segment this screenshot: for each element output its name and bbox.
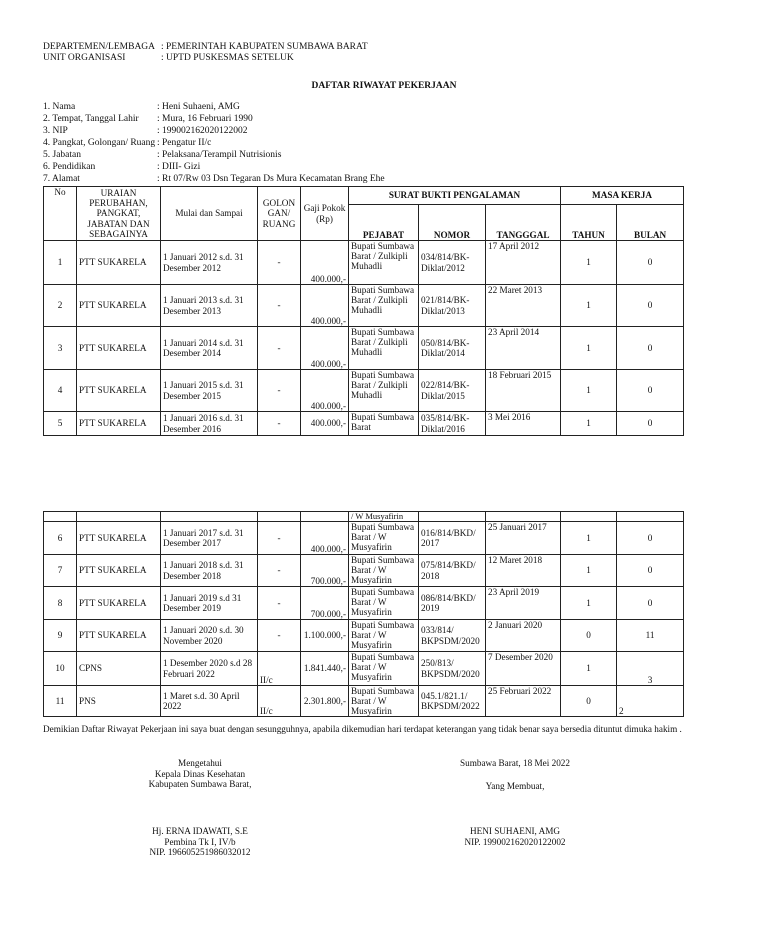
cell-no: 10 <box>44 652 77 686</box>
identity-row <box>43 126 248 137</box>
cell-pejabat: Bupati Sumbawa Barat / W Musyafirin <box>349 620 419 652</box>
cell-pejabat: Bupati Sumbawa Barat / W Musyafirin <box>349 522 419 555</box>
cell-gaji: 700.000,- <box>301 555 349 587</box>
identity-label: 1. Nama <box>43 102 76 112</box>
cell-gaji: 400.000,- <box>301 241 349 285</box>
table-row <box>44 652 684 686</box>
table-row <box>44 241 684 285</box>
department-value: : PEMERINTAH KABUPATEN SUMBAWA BARAT <box>161 42 368 52</box>
cell-empty <box>617 512 684 522</box>
sign-left-name: Hj. ERNA IDAWATI, S.E <box>152 826 248 836</box>
cell-bulan: 0 <box>617 587 684 620</box>
sign-right-line2: Yang Membuat, <box>485 780 545 791</box>
cell-uraian: PTT SUKARELA <box>77 241 161 285</box>
cell-tanggal: 3 Mei 2016 <box>486 412 561 436</box>
department-row <box>43 42 368 53</box>
signature-right <box>430 758 600 791</box>
work-history-table <box>43 186 684 436</box>
header-pejabat: PEJABAT <box>349 205 419 241</box>
table-row <box>44 555 684 587</box>
sign-right-name: HENI SUHAENI, AMG <box>469 826 561 836</box>
cell-pejabat: Bupati Sumbawa Barat / W Musyafirin <box>349 686 419 717</box>
cell-gaji: 1.841.440,- <box>301 652 349 686</box>
cell-mulai: 1 Januari 2016 s.d. 31 Desember 2016 <box>161 412 258 436</box>
header-golongan: GOLON GAN/ RUANG <box>258 187 301 241</box>
cell-gaji: 400.000,- <box>301 412 349 436</box>
cell-pejabat: Bupati Sumbawa Barat / Zulkipli Muhadli <box>349 327 419 370</box>
cell-no: 7 <box>44 555 77 587</box>
identity-label: 5. Jabatan <box>43 150 81 160</box>
cell-empty <box>419 512 486 522</box>
cell-tanggal: 25 Februari 2022 <box>486 686 561 717</box>
cell-nomor: 022/814/BK-Diklat/2015 <box>419 370 486 412</box>
cell-bulan: 0 <box>617 241 684 285</box>
cell-tahun: 1 <box>561 555 617 587</box>
cell-no: 4 <box>44 370 77 412</box>
cell-tanggal: 22 Maret 2013 <box>486 285 561 327</box>
identity-row <box>43 102 240 113</box>
cell-empty <box>486 512 561 522</box>
cell-bulan: 0 <box>617 285 684 327</box>
unit-value: : UPTD PUSKESMAS SETELUK <box>161 52 294 63</box>
header-no: No <box>44 187 77 241</box>
cell-gaji: 2.301.800,- <box>301 686 349 717</box>
cell-pejabat: Bupati Sumbawa Barat / W Musyafirin <box>349 555 419 587</box>
unit-label: UNIT ORGANISASI <box>43 52 126 63</box>
identity-row <box>43 150 281 161</box>
table-row <box>44 522 684 555</box>
cell-nomor: 035/814/BK-Diklat/2016 <box>419 412 486 436</box>
cell-bulan: 0 <box>617 327 684 370</box>
cell-tanggal: 23 April 2019 <box>486 587 561 620</box>
header-masa-kerja: MASA KERJA <box>561 187 684 205</box>
cell-mulai: 1 Januari 2014 s.d. 31 Desember 2014 <box>161 327 258 370</box>
cell-uraian: PTT SUKARELA <box>77 412 161 436</box>
cell-no: 6 <box>44 522 77 555</box>
document-title: DAFTAR RIWAYAT PEKERJAAN <box>311 81 457 91</box>
cell-no: 2 <box>44 285 77 327</box>
header-tanggal: TANGGGAL <box>486 205 561 241</box>
header-bulan: BULAN <box>617 205 684 241</box>
cell-golongan: - <box>258 620 301 652</box>
cell-mulai: 1 Januari 2017 s.d. 31 Desember 2017 <box>161 522 258 555</box>
table-row <box>44 620 684 652</box>
cell-pejabat: Bupati Sumbawa Barat / Zulkipli Muhadli <box>349 285 419 327</box>
sign-left-line3: Kabupaten Sumbawa Barat, <box>148 779 252 790</box>
cell-tahun: 0 <box>561 620 617 652</box>
cell-uraian: PTT SUKARELA <box>77 620 161 652</box>
cell-nomor: 033/814/ BKPSDM/2020 <box>419 620 486 652</box>
cell-golongan: II/c <box>258 686 301 717</box>
cell-tahun: 1 <box>561 412 617 436</box>
sign-right-place-date: Sumbawa Barat, 18 Mei 2022 <box>460 758 570 768</box>
table-row <box>44 285 684 327</box>
cell-tahun: 1 <box>561 327 617 370</box>
sign-right-nip: NIP. 199002162020122002 <box>464 836 566 847</box>
cell-gaji: 400.000,- <box>301 327 349 370</box>
cell-pejabat: Bupati Sumbawa Barat / W Musyafirin <box>349 652 419 686</box>
work-history-table-continued <box>43 511 684 717</box>
signature-left <box>120 758 280 790</box>
identity-label: 7. Alamat <box>43 174 80 184</box>
cell-nomor: 016/814/BKD/ 2017 <box>419 522 486 555</box>
cell-tahun: 1 <box>561 370 617 412</box>
cell-mulai: 1 Januari 2019 s.d 31 Desember 2019 <box>161 587 258 620</box>
cell-gaji: 400.000,- <box>301 285 349 327</box>
cell-empty <box>258 512 301 522</box>
cell-tahun: 1 <box>561 652 617 686</box>
cell-no: 8 <box>44 587 77 620</box>
cell-bulan: 0 <box>617 370 684 412</box>
cell-pejabat: Bupati Sumbawa Barat <box>349 412 419 436</box>
identity-row <box>43 138 211 149</box>
sign-left-line2: Kepala Dinas Kesehatan <box>154 768 246 779</box>
table-row <box>44 327 684 370</box>
header-mulai: Mulai dan Sampai <box>161 187 258 241</box>
header-gaji: Gaji Pokok (Rp) <box>301 187 349 241</box>
cell-uraian: PTT SUKARELA <box>77 587 161 620</box>
cell-tanggal: 7 Desember 2020 <box>486 652 561 686</box>
table-row <box>44 412 684 436</box>
department-label: DEPARTEMEN/LEMBAGA <box>43 42 156 52</box>
table-row <box>44 686 684 717</box>
cell-empty <box>161 512 258 522</box>
cell-bulan: 3 <box>617 652 684 686</box>
header-surat: SURAT BUKTI PENGALAMAN <box>349 187 561 205</box>
identity-row <box>43 162 200 173</box>
cell-gaji: 400.000,- <box>301 522 349 555</box>
cell-empty <box>301 512 349 522</box>
cell-uraian: PTT SUKARELA <box>77 522 161 555</box>
cell-tahun: 1 <box>561 587 617 620</box>
closing-statement: Demikian Daftar Riwayat Pekerjaan ini saya buat dengan sesungguhnya, apabila dikemudian hari terdapat keterangan yang tidak benar saya bersedia dituntut dimuka hakim . <box>43 724 682 734</box>
cell-mulai: 1 Januari 2012 s.d. 31 Desember 2012 <box>161 241 258 285</box>
cell-gaji: 400.000,- <box>301 370 349 412</box>
cell-uraian: PTT SUKARELA <box>77 370 161 412</box>
cell-pejabat-carry: / W Musyafirin <box>349 512 419 522</box>
cell-tahun: 1 <box>561 522 617 555</box>
table-row <box>44 370 684 412</box>
cell-tanggal: 17 April 2012 <box>486 241 561 285</box>
cell-golongan: - <box>258 412 301 436</box>
signature-left-name-block <box>120 826 280 858</box>
cell-pejabat: Bupati Sumbawa Barat / Zulkipli Muhadli <box>349 370 419 412</box>
sign-left-nip: NIP. 196605251986032012 <box>149 847 251 858</box>
cell-mulai: 1 Januari 2020 s.d. 30 November 2020 <box>161 620 258 652</box>
header-nomor: NOMOR <box>419 205 486 241</box>
sign-left-line1: Mengetahui <box>178 758 222 768</box>
identity-value: : Rt 07/Rw 03 Dsn Tegaran Ds Mura Kecamatan Brang Ehe <box>157 174 385 184</box>
cell-mulai: 1 Desember 2020 s.d 28 Februari 2022 <box>161 652 258 686</box>
cell-tanggal: 12 Maret 2018 <box>486 555 561 587</box>
cell-no: 1 <box>44 241 77 285</box>
cell-nomor: 050/814/BK-Diklat/2014 <box>419 327 486 370</box>
identity-label: 4. Pangkat, Golongan/ Ruang <box>43 138 156 148</box>
cell-empty <box>77 512 161 522</box>
sign-left-rank: Pembina Tk I, IV/b <box>164 836 236 847</box>
cell-tahun: 1 <box>561 285 617 327</box>
identity-value: : Heni Suhaeni, AMG <box>157 102 240 112</box>
cell-no: 11 <box>44 686 77 717</box>
cell-golongan: - <box>258 370 301 412</box>
cell-no: 5 <box>44 412 77 436</box>
cell-golongan: - <box>258 285 301 327</box>
cell-nomor: 045.1/821.1/ BKPSDM/2022 <box>419 686 486 717</box>
identity-value: : Mura, 16 Februari 1990 <box>157 114 253 124</box>
cell-golongan: - <box>258 241 301 285</box>
table-row <box>44 512 684 522</box>
cell-golongan: - <box>258 587 301 620</box>
cell-uraian: PNS <box>77 686 161 717</box>
cell-nomor: 250/813/ BKPSDM/2020 <box>419 652 486 686</box>
cell-no: 3 <box>44 327 77 370</box>
cell-golongan: - <box>258 522 301 555</box>
cell-pejabat: Bupati Sumbawa Barat / W Musyafirin <box>349 587 419 620</box>
cell-mulai: 1 Januari 2015 s.d. 31 Desember 2015 <box>161 370 258 412</box>
identity-label: 3. NIP <box>43 126 68 136</box>
cell-bulan: 0 <box>617 412 684 436</box>
cell-tahun: 1 <box>561 241 617 285</box>
cell-pejabat: Bupati Sumbawa Barat / Zulkipli Muhadli <box>349 241 419 285</box>
cell-golongan: - <box>258 555 301 587</box>
cell-nomor: 021/814/BK-Diklat/2013 <box>419 285 486 327</box>
cell-uraian: PTT SUKARELA <box>77 555 161 587</box>
identity-value: : 199002162020122002 <box>157 126 248 136</box>
cell-nomor: 075/814/BKD/ 2018 <box>419 555 486 587</box>
cell-mulai: 1 Maret s.d. 30 April 2022 <box>161 686 258 717</box>
cell-mulai: 1 Januari 2013 s.d. 31 Desember 2013 <box>161 285 258 327</box>
identity-label: 2. Tempat, Tanggal Lahir <box>43 114 139 124</box>
identity-row <box>43 114 253 125</box>
cell-empty <box>44 512 77 522</box>
table-header-row <box>44 187 684 205</box>
cell-tanggal: 25 Januari 2017 <box>486 522 561 555</box>
cell-empty <box>561 512 617 522</box>
identity-label: 6. Pendidikan <box>43 162 96 172</box>
cell-tanggal: 18 Februari 2015 <box>486 370 561 412</box>
identity-row <box>43 174 385 185</box>
cell-bulan: 11 <box>617 620 684 652</box>
header-tahun: TAHUN <box>561 205 617 241</box>
cell-bulan: 2 <box>617 686 684 717</box>
cell-uraian: PTT SUKARELA <box>77 285 161 327</box>
cell-gaji: 1.100.000,- <box>301 620 349 652</box>
cell-tanggal: 23 April 2014 <box>486 327 561 370</box>
cell-nomor: 086/814/BKD/ 2019 <box>419 587 486 620</box>
cell-bulan: 0 <box>617 555 684 587</box>
header-uraian: URAIAN PERUBAHAN, PANGKAT, JABATAN DAN SEBAGAINYA <box>77 187 161 241</box>
cell-tahun: 0 <box>561 686 617 717</box>
cell-gaji: 700.000,- <box>301 587 349 620</box>
document-header <box>43 42 368 64</box>
identity-value: : Pengatur II/c <box>157 138 212 148</box>
cell-tanggal: 2 Januari 2020 <box>486 620 561 652</box>
unit-row <box>43 53 368 64</box>
cell-uraian: PTT SUKARELA <box>77 327 161 370</box>
identity-value: : Pelaksana/Terampil Nutrisionis <box>157 150 282 160</box>
cell-no: 9 <box>44 620 77 652</box>
cell-golongan: II/c <box>258 652 301 686</box>
cell-nomor: 034/814/BK-Diklat/2012 <box>419 241 486 285</box>
cell-mulai: 1 Januari 2018 s.d. 31 Desember 2018 <box>161 555 258 587</box>
signature-right-name-block <box>430 826 600 847</box>
cell-bulan: 0 <box>617 522 684 555</box>
cell-golongan: - <box>258 327 301 370</box>
table-row <box>44 587 684 620</box>
identity-value: : DIII- Gizi <box>157 162 201 172</box>
cell-uraian: CPNS <box>77 652 161 686</box>
